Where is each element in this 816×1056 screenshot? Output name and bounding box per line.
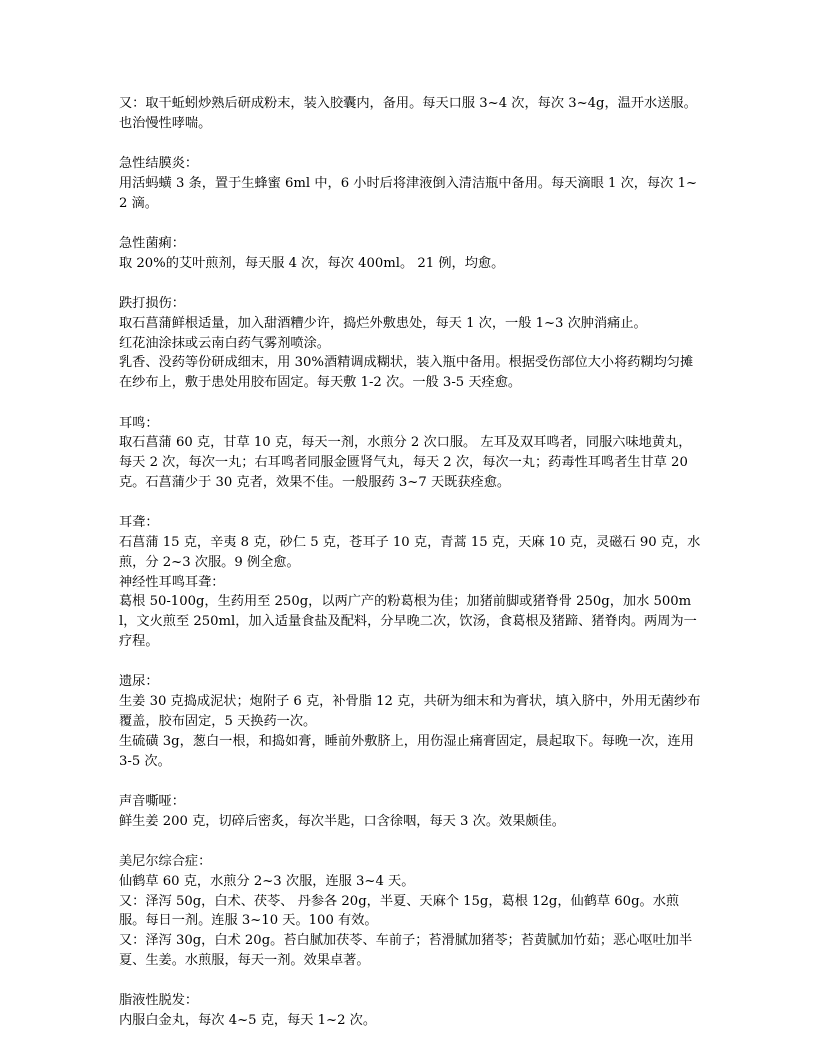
section-asthma-followup	[119, 94, 701, 134]
paragraph: 又：取干蚯蚓炒熟后研成粉末，装入胶囊内，备用。每天口服 3~4 次，每次 3~4g，温开水送服。也治慢性哮喘。	[119, 96, 697, 131]
section-menieres	[119, 852, 701, 971]
paragraph: 鲜生姜 200 克，切碎后密炙，每次半匙，口含徐咽，每天 3 次。效果颇佳。	[119, 813, 565, 829]
paragraph: 乳香、没药等份研成细末，用 30%酒精调成糊状，装入瓶中备用。根据受伤部位大小将药糊均匀摊在纱布上，敷于患处用胶布固定。每天敷 1-2 次。一般 3-5 天痊愈。	[119, 355, 694, 391]
section-enuresis	[119, 672, 701, 771]
section-deafness	[119, 513, 701, 652]
paragraph: 生硫磺 3g，葱白一根，和捣如膏，睡前外敷脐上，用伤湿止痛膏固定，晨起取下。每晚一次，连用 3-5 次。	[119, 733, 694, 769]
section-title: 遗尿：	[119, 674, 159, 690]
section-title: 急性结膜炎：	[119, 156, 199, 172]
section-bruise-injury	[119, 294, 701, 393]
section-title: 耳聋：	[119, 515, 159, 531]
section-acute-dysentery	[119, 234, 701, 274]
paragraph: 石菖蒲 15 克，辛夷 8 克，砂仁 5 克，苍耳子 10 克，青蒿 15 克，天麻 10 克，灵磁石 90 克，水煎，分 2~3 次服。9 例全愈。	[119, 535, 701, 570]
paragraph: 取石菖蒲 60 克，甘草 10 克，每天一剂，水煎分 2 次口服。 左耳及双耳鸣者，同服六味地黄丸，每天 2 次，每次一丸；右耳鸣者同服金匮肾气丸，每天 2 次，每次一丸；药毒性耳鸣者生甘草 20 克。石菖蒲少于 30 克者，效果不佳。一般服药 3~7 天既获痊愈。	[119, 435, 692, 490]
paragraph: 取 20%的艾叶煎剂，每天服 4 次，每次 400ml。 21 例，均愈。	[119, 255, 505, 271]
section-title: 脂液性脱发：	[119, 993, 199, 1009]
section-tinnitus	[119, 414, 701, 493]
section-acute-conjunctivitis	[119, 154, 701, 213]
section-title: 声音嘶哑：	[119, 793, 185, 809]
section-title: 耳鸣：	[119, 415, 159, 431]
paragraph: 神经性耳鸣耳聋：	[119, 574, 225, 590]
section-hoarseness	[119, 792, 701, 832]
paragraph: 用活蚂蟥 3 条，置于生蜂蜜 6ml 中，6 小时后将津液倒入清洁瓶中备用。每天滴眼 1 次，每次 1~2 滴。	[119, 175, 698, 211]
section-title: 急性菌痢：	[119, 235, 185, 251]
section-title: 跌打损伤：	[119, 296, 185, 312]
paragraph: 又：泽泻 30g，白术 20g。苔白腻加茯苓、车前子；苔滑腻加猪苓；苔黄腻加竹茹；恶心呕吐加半夏、生姜。水煎服，每天一剂。效果卓著。	[119, 933, 693, 968]
paragraph: 生姜 30 克捣成泥状；炮附子 6 克，补骨脂 12 克，共研为细末和为膏状，填入脐中，外用无菌纱布覆盖，胶布固定，5 天换药一次。	[119, 694, 701, 729]
paragraph: 红花油涂抹或云南白药气雾剂喷涂。	[119, 335, 330, 351]
paragraph: 又：泽泻 50g，白术、茯苓、 丹参各 20g，半夏、天麻个 15g，葛根 12g，仙鹤草 60g。水煎服。每日一剂。连服 3~10 天。100 有效。	[119, 893, 680, 929]
paragraph: 葛根 50-100g，生药用至 250g，以两广产的粉葛根为佳；加猪前脚或猪脊骨 250g，加水 500ml，文火煎至 250ml，加入适量食盐及配料，分早晚二次，饮汤，食葛根及猪蹄、猪脊肉。两周为一疗程。	[119, 594, 697, 650]
document-page	[119, 94, 701, 1051]
paragraph: 取石菖蒲鲜根适量，加入甜酒糟少许，捣烂外敷患处，每天 1 次，一般 1~3 次肿消痛止。	[119, 315, 647, 331]
section-title: 美尼尔综合症：	[119, 853, 212, 869]
paragraph: 内服白金丸，每次 4~5 克，每天 1~2 次。	[119, 1012, 377, 1028]
paragraph: 仙鹤草 60 克，水煎分 2~3 次服，连服 3~4 天。	[119, 873, 415, 889]
section-seborrheic-alopecia	[119, 991, 701, 1031]
